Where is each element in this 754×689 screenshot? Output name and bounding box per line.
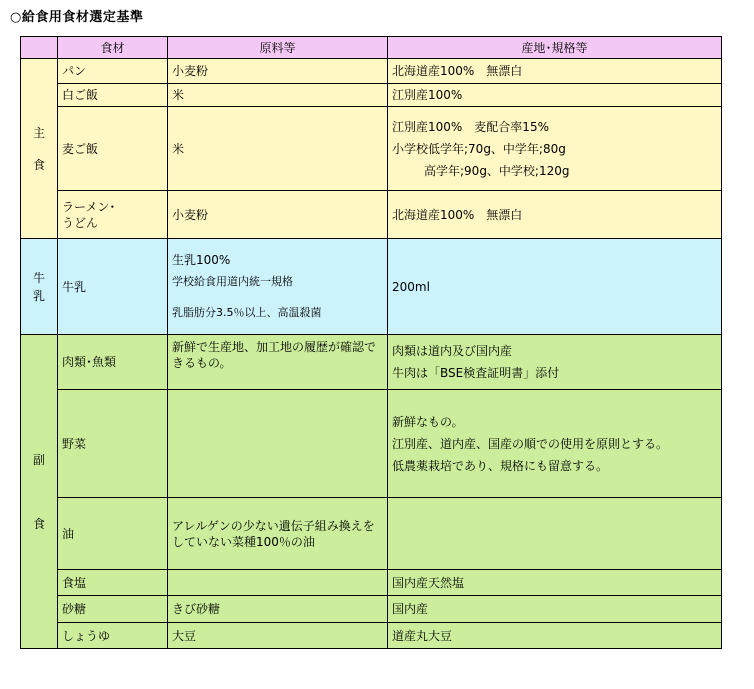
item-label: 砂糖: [62, 602, 87, 616]
origin-text: 高学年;90g、中学校;120g: [424, 163, 570, 178]
item-label: うどん: [62, 215, 99, 230]
item-cell: [58, 84, 168, 107]
material-text: 大豆: [172, 628, 197, 643]
item-label: しょうゆ: [62, 628, 111, 643]
origin-text: 北海道産100% 無漂白: [392, 207, 523, 222]
material-cell: [168, 390, 388, 498]
header-origin: 産地･規格等: [388, 37, 722, 59]
material-cell: [168, 596, 388, 623]
item-label: 白ご飯: [62, 88, 99, 102]
origin-cell: [388, 191, 722, 239]
category-char: 食: [32, 157, 45, 172]
item-cell: [58, 59, 168, 84]
origin-cell: [388, 498, 722, 570]
item-cell: [58, 596, 168, 623]
material-cell: [168, 623, 388, 649]
material-cell: [168, 498, 388, 570]
table-row: [21, 498, 722, 570]
material-cell: [168, 59, 388, 84]
category-char: 食: [32, 516, 45, 531]
material-cell: [168, 107, 388, 191]
origin-text: 新鮮なもの。: [392, 414, 464, 429]
origin-cell: [388, 107, 722, 191]
material-text: 米: [172, 141, 185, 156]
origin-text: 江別産、道内産、国産の順での使用を原則とする。: [392, 436, 669, 451]
table-row: [21, 335, 722, 390]
item-label: 肉類･魚類: [62, 355, 117, 369]
item-label: ラーメン･: [62, 199, 116, 214]
item-label: パン: [62, 64, 87, 78]
table-row: [21, 623, 722, 649]
category-char: 乳: [32, 288, 45, 303]
origin-text: 国内産: [392, 602, 429, 616]
item-label: 野菜: [62, 436, 87, 451]
origin-cell: [388, 335, 722, 390]
category-char: 副: [32, 452, 45, 467]
material-cell: [168, 84, 388, 107]
header-material: 原料等: [168, 37, 388, 59]
page-title: ○給食用食材選定基準: [10, 10, 144, 25]
material-cell: [168, 570, 388, 596]
material-cell: [168, 239, 388, 335]
item-cell: [58, 570, 168, 596]
category-char: 牛: [32, 270, 45, 285]
table-row: [21, 239, 722, 335]
origin-text: 国内産天然塩: [392, 575, 465, 590]
item-label: 麦ご飯: [62, 141, 99, 156]
table-row: [21, 596, 722, 623]
category-cell-side: [21, 335, 58, 649]
material-text: 小麦粉: [172, 64, 209, 78]
table-row: [21, 59, 722, 84]
item-cell: [58, 107, 168, 191]
origin-text: 肉類は道内及び国内産: [392, 344, 513, 358]
material-text: 米: [172, 88, 185, 102]
item-cell: [58, 390, 168, 498]
category-cell-milk: [21, 239, 58, 335]
item-label: 食塩: [62, 575, 87, 590]
table-row: [21, 107, 722, 191]
origin-text: 道産丸大豆: [392, 628, 453, 643]
material-text: きび砂糖: [172, 602, 221, 616]
item-label: 油: [62, 526, 75, 541]
table-row: [21, 390, 722, 498]
category-cell-staple: [21, 59, 58, 239]
table-row: [21, 191, 722, 239]
material-text: 生乳100%: [172, 253, 231, 267]
item-cell: [58, 335, 168, 390]
material-text: 小麦粉: [172, 207, 209, 222]
category-char: 主: [32, 125, 45, 140]
origin-cell: [388, 623, 722, 649]
item-label: 牛乳: [62, 279, 87, 294]
origin-cell: [388, 596, 722, 623]
origin-text: 江別産100%: [392, 88, 463, 102]
origin-text: 低農薬栽培であり、規格にも留意する。: [392, 458, 609, 473]
origin-text: 牛肉は「BSE検査証明書」添付: [392, 366, 560, 380]
material-text: 学校給食用道内統一規格: [172, 275, 293, 288]
table-header-row: [21, 37, 722, 59]
origin-cell: [388, 390, 722, 498]
origin-text: 江別産100% 麦配合率15%: [392, 119, 549, 134]
material-cell: [168, 335, 388, 390]
material-text: 乳脂肪分3.5％以上、高温殺菌: [172, 306, 322, 319]
header-ingredient: 食材: [58, 37, 168, 59]
origin-text: 北海道産100% 無漂白: [392, 64, 523, 78]
header-blank: [21, 37, 58, 59]
material-cell: [168, 191, 388, 239]
origin-text: 小学校低学年;70g、中学年;80g: [392, 141, 566, 156]
origin-cell: [388, 59, 722, 84]
item-cell: [58, 623, 168, 649]
table-row: [21, 84, 722, 107]
item-cell: [58, 498, 168, 570]
origin-cell: [388, 84, 722, 107]
food-standards-table: [20, 36, 722, 649]
origin-cell: [388, 570, 722, 596]
origin-cell: [388, 239, 722, 335]
item-cell: [58, 239, 168, 335]
material-text: 新鮮で生産地、加工地の履歴が確認できるもの。: [172, 340, 377, 370]
table-row: [21, 570, 722, 596]
item-cell: [58, 191, 168, 239]
material-text: アレルゲンの少ない遺伝子組み換えをしていない菜種100％の油: [172, 518, 375, 549]
origin-text: 200ml: [392, 279, 430, 294]
